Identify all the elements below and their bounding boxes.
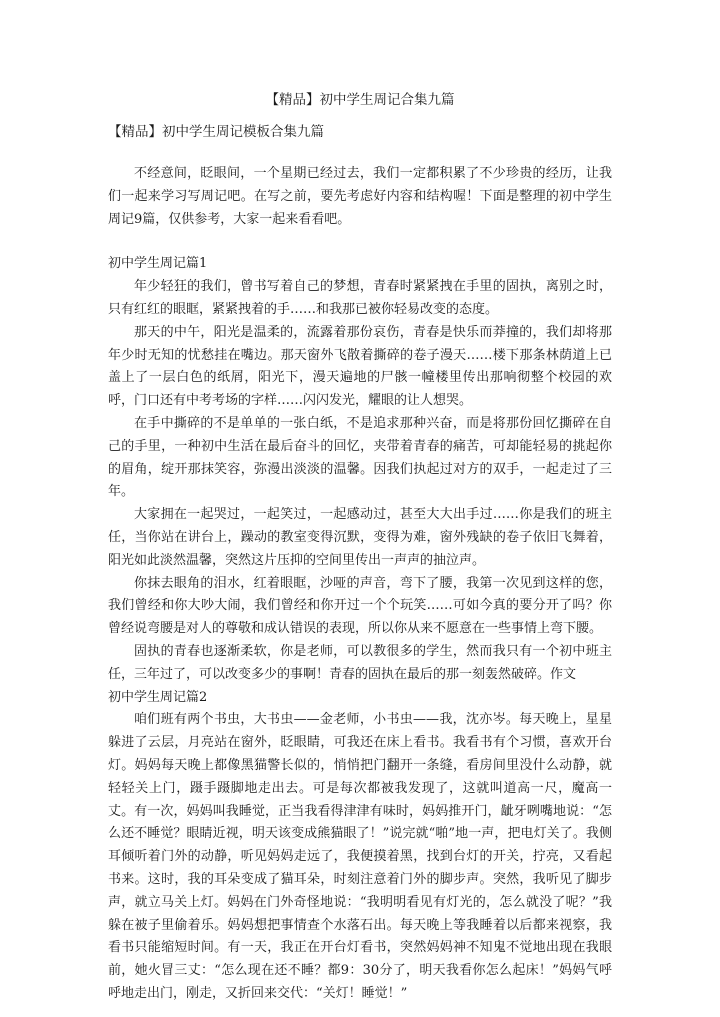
paragraph: 大家拥在一起哭过，一起笑过，一起感动过，甚至大大出手过……你是我们的班主任，当你站在讲台上，躁动的教室变得沉默，变得为难，窗外残缺的卷子依旧飞舞着，阳光如此淡然温馨，突然这片压抑的空间里传出一声声的抽泣声。 <box>108 507 612 568</box>
paragraph: 你抹去眼角的泪水，红着眼眶，沙哑的声音，弯下了腰，我第一次见到这样的您，我们曾经和你大吵大闹，我们曾经和你开过一个个玩笑……可如今真的要分开了吗？你曾经说弯腰是对人的尊敬和成认错误的表现，所以你从来不愿意在一些事情上弯下腰。 <box>108 575 612 637</box>
paragraph: 那天的中午，阳光是温柔的，流露着那份哀伤，青春是快乐而莽撞的，我们却将那年少时无知的忧愁挂在嘴边。那天窗外飞散着撕碎的卷子漫天……楼下那条林荫道上已盖上了一层白色的纸屑，阳光下，漫天遍地的尸骸一幢楼里传出那响彻整个校园的欢呼，门口还有中考考场的字样……闪闪发光，耀眼的让人想哭。 <box>108 324 612 409</box>
intro-paragraph: 不经意间，眨眼间，一个星期已经过去，我们一定都积累了不少珍贵的经历，让我们一起来学习写周记吧。在写之前，要先考虑好内容和结构喔！下面是整理的初中学生周记9篇，仅供参考，大家一起来看看吧。 <box>108 166 612 227</box>
paragraph: 固执的青春也逐渐柔软，你是老师，可以教很多的学生，然而我只有一个初中班主任，三年过了，可以改变多少的事啊！青春的固执在最后的那一刻轰然破碎。作文 <box>108 643 612 682</box>
section-heading: 初中学生周记篇1 <box>108 256 208 272</box>
paragraph: 年少轻狂的我们，曾书写着自己的梦想，青春时紧紧拽在手里的固执，离别之时，只有红红的眼眶，紧紧拽着的手……和我那已被你轻易改变的态度。 <box>108 279 612 317</box>
document-subtitle: 【精品】初中学生周记模板合集九篇 <box>108 124 324 140</box>
paragraph: 在手中撕碎的不是单单的一张白纸，不是追求那种兴奋，而是将那份回忆撕碎在自己的手里，一种初中生活在最后奋斗的回忆，夹带着青春的痛苦，可却能轻易的挑起你的眉角，绽开那抹笑容，弥漫出淡淡的温馨。因我们执起过对方的双手，一起走过了三年。 <box>108 415 612 500</box>
spacer <box>108 231 612 253</box>
document-body <box>108 163 612 1006</box>
document-title: 【精品】初中学生周记合集九篇 <box>265 92 455 108</box>
paragraph: 咱们班有两个书虫，大书虫——金老师，小书虫——我，沈亦岑。每天晚上，星星躲进了云层，月亮站在窗外，眨眼睛，可我还在床上看书。我看书有个习惯，喜欢开台灯。妈妈每天晚上都像黑猫警长似的，悄悄把门翻开一条缝，看房间里没什么动静，就轻轻关上门，蹑手蹑脚地走出去。可是每次都被我发现了，这就叫道高一尺，魔高一丈。有一次，妈妈叫我睡觉，正当我看得津津有味时，妈妈推开门，龇牙咧嘴地说：“怎么还不睡觉？眼睛近视，明天该变成熊猫眼了！”说完就“啪”地一声，把电灯关了。我侧耳倾听着门外的动静，听见妈妈走远了，我便摸着黑，找到台灯的开关，拧亮，又看起书来。这时，我的耳朵变成了猫耳朵，时刻注意着门外的脚步声。突然，我听见了脚步声，就立马关上灯。妈妈在门外奇怪地说：“我明明看见有灯光的，怎么就没了呢？”我躲在被子里偷着乐。妈妈想把事情查个水落石出。每天晚上等我睡着以后都来视察，我看书只能缩短时间。有一天，我正在开台灯看书，突然妈妈神不知鬼不觉地出现在我眼前，她火冒三丈：“怎么现在还不睡？都9：30分了，明天我看你怎么起床！”妈妈气呼呼地走出门，刚走，又折回来交代：“关灯！睡觉！” <box>108 712 612 1001</box>
section-heading: 初中学生周记篇2 <box>108 689 208 705</box>
